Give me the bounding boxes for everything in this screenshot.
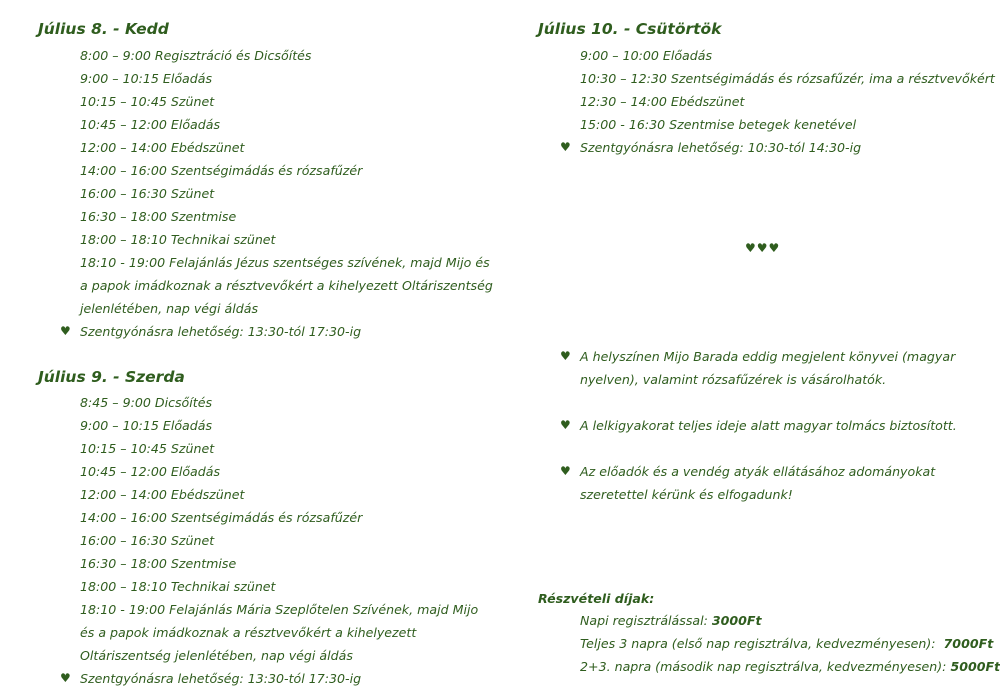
heart-icon: ♥ [560,140,571,154]
schedule-item: 12:00 – 14:00 Ebédszünet [80,487,245,502]
schedule-item: 16:30 – 18:00 Szentmise [80,556,237,571]
fees-title: Részvételi díjak: [538,591,655,606]
heart-icon: ♥ [560,349,571,363]
schedule-item: 12:30 – 14:00 Ebédszünet [580,94,745,109]
heart-icon: ♥ [560,464,571,478]
schedule-item: 10:45 – 12:00 Előadás [80,117,221,132]
schedule-item-long-line2: és a papok imádkoznak a résztvevőkért a kihelyezett [80,625,417,640]
schedule-item: 8:00 – 9:00 Regisztráció és Dicsőítés [80,48,312,63]
fee-two-label: 2+3. napra (második nap regisztrálva, kedvezményesen): [580,659,947,674]
schedule-item: 9:00 – 10:00 Előadás [580,48,713,63]
schedule-item-long-line1: 18:10 - 19:00 Felajánlás Mária Szeplőtelen Szívének, majd Mijo [80,602,479,617]
schedule-item: 14:00 – 16:00 Szentségimádás és rózsafűzér [80,510,363,525]
note-books-line2: nyelven), valamint rózsafűzérek is vásárolhatók. [580,372,887,387]
schedule-item: 8:45 – 9:00 Dicsőítés [80,395,213,410]
fee-full-label: Teljes 3 napra (első nap regisztrálva, kedvezményesen): [580,636,936,651]
day2-title: Július 9. - Szerda [38,368,185,386]
schedule-item: 12:00 – 14:00 Ebédszünet [80,140,245,155]
heart-icon: ♥ [60,324,71,338]
fee-full-amount: 7000Ft [943,636,994,651]
fee-daily-label: Napi regisztrálással: [580,613,708,628]
note-donations-line2: szeretettel kérünk és elfogadunk! [580,487,793,502]
heart-icon: ♥ [560,418,571,432]
confession-info: Szentgyónásra lehetőség: 10:30-tól 14:30-ig [580,140,862,155]
schedule-item: 9:00 – 10:15 Előadás [80,71,213,86]
note-interpreter: A lelkigyakorat teljes ideje alatt magyar tolmács biztosított. [580,418,957,433]
hearts-divider: ♥♥♥ [745,241,781,255]
note-books-line1: A helyszínen Mijo Barada eddig megjelent könyvei (magyar [580,349,956,364]
fee-daily-amount: 3000Ft [711,613,762,628]
schedule-item: 18:00 – 18:10 Technikai szünet [80,579,276,594]
schedule-item-long-line3: jelenlétében, nap végi áldás [80,301,259,316]
schedule-item: 10:30 – 12:30 Szentségimádás és rózsafűzér, ima a résztvevőkért [580,71,995,86]
fee-full [580,632,993,655]
schedule-item: 10:15 – 10:45 Szünet [80,441,215,456]
schedule-item-long-line3: Oltáriszentség jelenlétében, nap végi áldás [80,648,353,663]
note-donations-line1: Az előadók és a vendég atyák ellátásához adományokat [580,464,936,479]
fee-two-days [580,655,1000,678]
schedule-item: 16:30 – 18:00 Szentmise [80,209,237,224]
day3-title: Július 10. - Csütörtök [538,20,722,38]
fee-daily [580,609,762,632]
schedule-item-long-line1: 18:10 - 19:00 Felajánlás Jézus szentséges szívének, majd Mijo és [80,255,490,270]
schedule-item: 10:15 – 10:45 Szünet [80,94,215,109]
schedule-item: 14:00 – 16:00 Szentségimádás és rózsafűzér [80,163,363,178]
schedule-item: 16:00 – 16:30 Szünet [80,533,215,548]
day1-title: Július 8. - Kedd [38,20,169,38]
schedule-item: 16:00 – 16:30 Szünet [80,186,215,201]
schedule-item-long-line2: a papok imádkoznak a résztvevőkért a kihelyezett Oltáriszentség [80,278,493,293]
fee-two-amount: 5000Ft [950,659,1000,674]
schedule-item: 10:45 – 12:00 Előadás [80,464,221,479]
heart-icon: ♥ [60,671,71,685]
schedule-item: 18:00 – 18:10 Technikai szünet [80,232,276,247]
confession-info: Szentgyónásra lehetőség: 13:30-tól 17:30-ig [80,324,362,339]
confession-info: Szentgyónásra lehetőség: 13:30-tól 17:30-ig [80,671,362,686]
schedule-item: 9:00 – 10:15 Előadás [80,418,213,433]
schedule-item: 15:00 - 16:30 Szentmise betegek kenetével [580,117,857,132]
